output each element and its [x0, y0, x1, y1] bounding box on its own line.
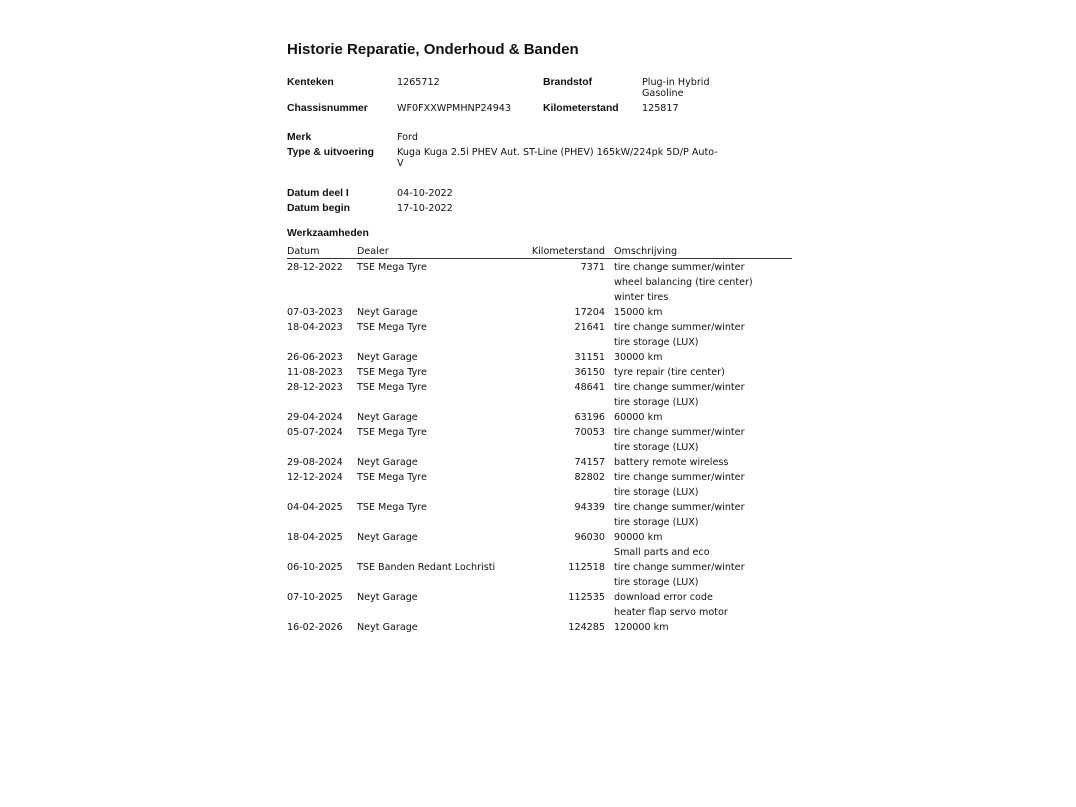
- row-desc: tire storage (LUX): [614, 517, 699, 528]
- row-date: 11-08-2023: [287, 367, 343, 378]
- table-row: [287, 454, 792, 469]
- table-row: [287, 469, 792, 484]
- header-km: Kilometerstand: [531, 246, 605, 257]
- row-desc: tire change summer/winter: [614, 322, 745, 333]
- work-section-title: Werkzaamheden: [287, 228, 369, 239]
- row-date: 04-04-2025: [287, 502, 343, 513]
- header-desc: Omschrijving: [614, 246, 678, 257]
- row-date: 28-12-2023: [287, 382, 343, 393]
- table-row-continuation: [287, 334, 792, 349]
- row-km: 63196: [574, 412, 605, 423]
- document: [287, 40, 792, 633]
- kilometerstand-label: Kilometerstand: [543, 103, 619, 114]
- row-date: 18-04-2023: [287, 322, 343, 333]
- row-desc: tire change summer/winter: [614, 502, 745, 513]
- row-date: 16-02-2026: [287, 622, 343, 633]
- row-date: 12-12-2024: [287, 472, 343, 483]
- row-date: 29-08-2024: [287, 457, 343, 468]
- row-dealer: TSE Mega Tyre: [357, 427, 427, 438]
- merk-label: Merk: [287, 132, 312, 143]
- row-desc: wheel balancing (tire center): [614, 277, 753, 288]
- row-dealer: TSE Mega Tyre: [357, 322, 427, 333]
- row-date: 05-07-2024: [287, 427, 343, 438]
- header-date: Datum: [287, 246, 320, 257]
- row-km: 124285: [568, 622, 605, 633]
- type-label: Type & uitvoering: [287, 147, 374, 158]
- table-row-continuation: [287, 574, 792, 589]
- table-row: [287, 379, 792, 394]
- datum-deel-value: 04-10-2022: [397, 188, 453, 199]
- kilometerstand-value: 125817: [642, 103, 679, 114]
- row-date: 29-04-2024: [287, 412, 343, 423]
- row-km: 17204: [574, 307, 605, 318]
- merk-value: Ford: [397, 132, 418, 143]
- row-desc: download error code: [614, 592, 713, 603]
- row-desc: tire storage (LUX): [614, 337, 699, 348]
- table-row-continuation: [287, 394, 792, 409]
- table-row-continuation: [287, 439, 792, 454]
- row-dealer: TSE Banden Redant Lochristi: [357, 562, 496, 573]
- row-km: 74157: [574, 457, 605, 468]
- type-value-line2: V: [397, 158, 404, 169]
- row-km: 112535: [568, 592, 605, 603]
- table-row: [287, 364, 792, 379]
- row-dealer: Neyt Garage: [357, 622, 418, 633]
- table-row: [287, 319, 792, 334]
- row-dealer: TSE Mega Tyre: [357, 262, 427, 273]
- row-dealer: TSE Mega Tyre: [357, 472, 427, 483]
- table-row: [287, 424, 792, 439]
- row-dealer: TSE Mega Tyre: [357, 502, 427, 513]
- row-km: 82802: [574, 472, 605, 483]
- table-row-continuation: [287, 604, 792, 619]
- brandstof-value-line2: Gasoline: [642, 88, 684, 99]
- row-dealer: Neyt Garage: [357, 457, 418, 468]
- row-desc: heater flap servo motor: [614, 607, 728, 618]
- kenteken-label: Kenteken: [287, 77, 334, 88]
- datum-deel-label: Datum deel I: [287, 188, 349, 199]
- row-desc: tyre repair (tire center): [614, 367, 725, 378]
- row-km: 7371: [580, 262, 605, 273]
- row-dealer: Neyt Garage: [357, 352, 418, 363]
- row-desc: 30000 km: [614, 352, 663, 363]
- kenteken-value: 1265712: [397, 77, 440, 88]
- row-desc: tire change summer/winter: [614, 427, 745, 438]
- table-row: [287, 409, 792, 424]
- row-dealer: TSE Mega Tyre: [357, 382, 427, 393]
- row-desc: tire change summer/winter: [614, 472, 745, 483]
- table-header: [287, 245, 792, 259]
- row-desc: 90000 km: [614, 532, 663, 543]
- row-km: 48641: [574, 382, 605, 393]
- row-km: 94339: [574, 502, 605, 513]
- row-desc: tire change summer/winter: [614, 262, 745, 273]
- row-dealer: Neyt Garage: [357, 532, 418, 543]
- table-row: [287, 529, 792, 544]
- row-dealer: TSE Mega Tyre: [357, 367, 427, 378]
- table-row: [287, 259, 792, 274]
- datum-begin-label: Datum begin: [287, 203, 350, 214]
- row-desc: winter tires: [614, 292, 669, 303]
- table-row: [287, 304, 792, 319]
- brandstof-label: Brandstof: [543, 77, 593, 88]
- row-km: 96030: [574, 532, 605, 543]
- row-dealer: Neyt Garage: [357, 592, 418, 603]
- table-row-continuation: [287, 514, 792, 529]
- table-row-continuation: [287, 274, 792, 289]
- row-desc: tire change summer/winter: [614, 562, 745, 573]
- row-desc: Small parts and eco: [614, 547, 710, 558]
- row-km: 36150: [574, 367, 605, 378]
- row-desc: 15000 km: [614, 307, 663, 318]
- table-row-continuation: [287, 484, 792, 499]
- chassis-value: WF0FXXWPMHNP24943: [397, 103, 512, 114]
- row-dealer: Neyt Garage: [357, 307, 418, 318]
- page-title: Historie Reparatie, Onderhoud & Banden: [287, 41, 579, 58]
- type-value-line1: Kuga Kuga 2.5i PHEV Aut. ST-Line (PHEV) 165kW/224pk 5D/P Auto-: [397, 147, 718, 158]
- row-km: 112518: [568, 562, 605, 573]
- table-row: [287, 559, 792, 574]
- table-row: [287, 349, 792, 364]
- row-km: 21641: [574, 322, 605, 333]
- row-desc: battery remote wireless: [614, 457, 729, 468]
- table-body: [287, 259, 792, 634]
- row-desc: tire storage (LUX): [614, 442, 699, 453]
- row-km: 70053: [574, 427, 605, 438]
- row-date: 18-04-2025: [287, 532, 343, 543]
- row-date: 07-10-2025: [287, 592, 343, 603]
- row-date: 07-03-2023: [287, 307, 343, 318]
- datum-begin-value: 17-10-2022: [397, 203, 453, 214]
- header-dealer: Dealer: [357, 246, 389, 257]
- row-desc: 60000 km: [614, 412, 663, 423]
- row-desc: 120000 km: [614, 622, 669, 633]
- row-desc: tire storage (LUX): [614, 397, 699, 408]
- table-row: [287, 619, 792, 634]
- row-km: 31151: [574, 352, 605, 363]
- row-desc: tire storage (LUX): [614, 577, 699, 588]
- row-desc: tire change summer/winter: [614, 382, 745, 393]
- work-history-table: [287, 245, 792, 634]
- table-row: [287, 499, 792, 514]
- row-desc: tire storage (LUX): [614, 487, 699, 498]
- chassis-label: Chassisnummer: [287, 103, 368, 114]
- table-row-continuation: [287, 544, 792, 559]
- row-date: 28-12-2022: [287, 262, 343, 273]
- table-row-continuation: [287, 289, 792, 304]
- row-date: 26-06-2023: [287, 352, 343, 363]
- brandstof-value-line1: Plug-in Hybrid: [642, 77, 710, 88]
- table-row: [287, 589, 792, 604]
- row-dealer: Neyt Garage: [357, 412, 418, 423]
- row-date: 06-10-2025: [287, 562, 343, 573]
